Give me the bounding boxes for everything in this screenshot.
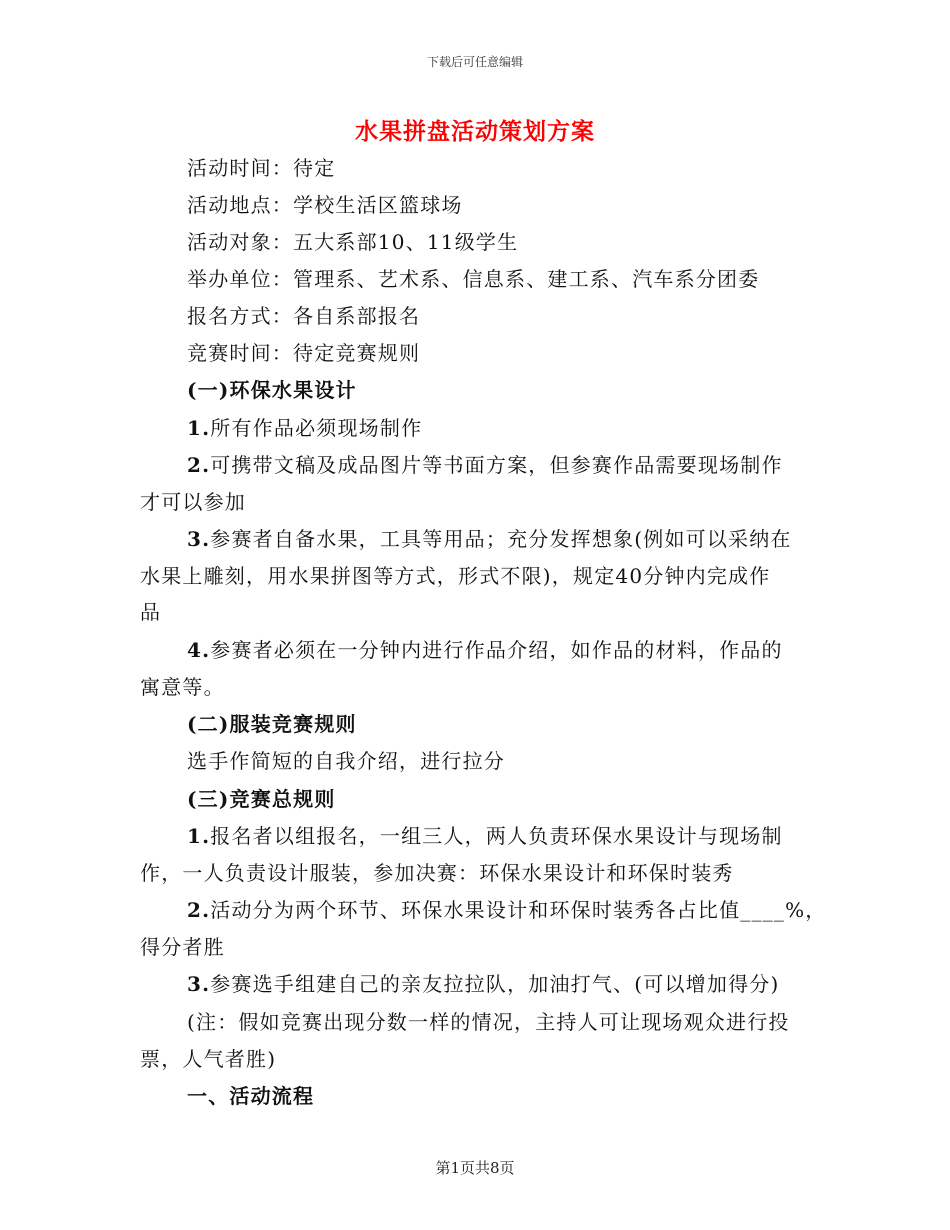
info-place: 活动地点：学校生活区篮球场 <box>187 193 463 217</box>
info-contest-time: 竞赛时间：待定竞赛规则 <box>187 341 421 365</box>
section3-note: (注：假如竞赛出现分数一样的情况，主持人可让现场观众进行投 <box>187 1010 790 1034</box>
item-text: 参赛者自备水果，工具等用品；充分发挥想象(例如可以采纳在 <box>210 527 792 551</box>
header-note: 下载后可任意编辑 <box>426 55 523 69</box>
section1-heading: (一)环保水果设计 <box>187 378 357 402</box>
section1-item4 <box>187 632 867 668</box>
section3-heading: (三)竞赛总规则 <box>187 787 336 811</box>
item-number: 3. <box>187 972 211 996</box>
item-text: 报名者以组报名，一组三人，两人负责环保水果设计与现场制 <box>210 824 783 848</box>
item-text: 可携带文稿及成品图片等书面方案，但参赛作品需要现场制作 <box>210 453 783 477</box>
section2-heading: (二)服装竞赛规则 <box>187 712 357 736</box>
info-organizer: 举办单位：管理系、艺术系、信息系、建工系、汽车系分团委 <box>187 267 760 291</box>
item-text: 参赛者必须在一分钟内进行作品介绍，如作品的材料，作品的 <box>210 638 783 662</box>
section3-item1-cont: 作，一人负责设计服装，参加决赛：环保水果设计和环保时装秀 <box>140 861 734 885</box>
section3-item2 <box>187 892 867 928</box>
section3-note-cont: 票，人气者胜) <box>140 1047 277 1071</box>
section1-item4-cont: 寓意等。 <box>140 675 225 699</box>
section3-item3 <box>187 966 867 1002</box>
section1-item3-cont2: 品 <box>140 600 162 624</box>
section4-heading: 一、活动流程 <box>187 1084 315 1108</box>
item-text: 活动分为两个环节、环保水果设计和环保时装秀各占比值____%， <box>210 898 827 922</box>
item-number: 4. <box>187 638 211 662</box>
section1-item2-cont: 才可以参加 <box>140 490 246 514</box>
section1-item2 <box>187 447 867 483</box>
section3-item1 <box>187 818 867 854</box>
item-number: 3. <box>187 527 211 551</box>
item-number: 1. <box>187 416 211 440</box>
section3-item2-cont: 得分者胜 <box>140 935 225 959</box>
info-time: 活动时间：待定 <box>187 156 336 180</box>
section2-text: 选手作简短的自我介绍，进行拉分 <box>187 749 505 773</box>
item-text: 参赛选手组建自己的亲友拉拉队，加油打气、(可以增加得分) <box>210 972 780 996</box>
section1-item3-cont1: 水果上雕刻，用水果拼图等方式，形式不限)，规定40分钟内完成作 <box>140 564 771 588</box>
page-footer: 第1页共8页 <box>435 1159 515 1177</box>
document-title: 水果拼盘活动策划方案 <box>355 118 595 145</box>
section1-item1 <box>187 410 867 446</box>
info-target: 活动对象：五大系部10、11级学生 <box>187 230 519 254</box>
info-signup: 报名方式：各自系部报名 <box>187 304 421 328</box>
item-number: 2. <box>187 898 211 922</box>
item-text: 所有作品必须现场制作 <box>210 416 423 440</box>
item-number: 1. <box>187 824 211 848</box>
item-number: 2. <box>187 453 211 477</box>
section1-item3 <box>187 521 867 557</box>
